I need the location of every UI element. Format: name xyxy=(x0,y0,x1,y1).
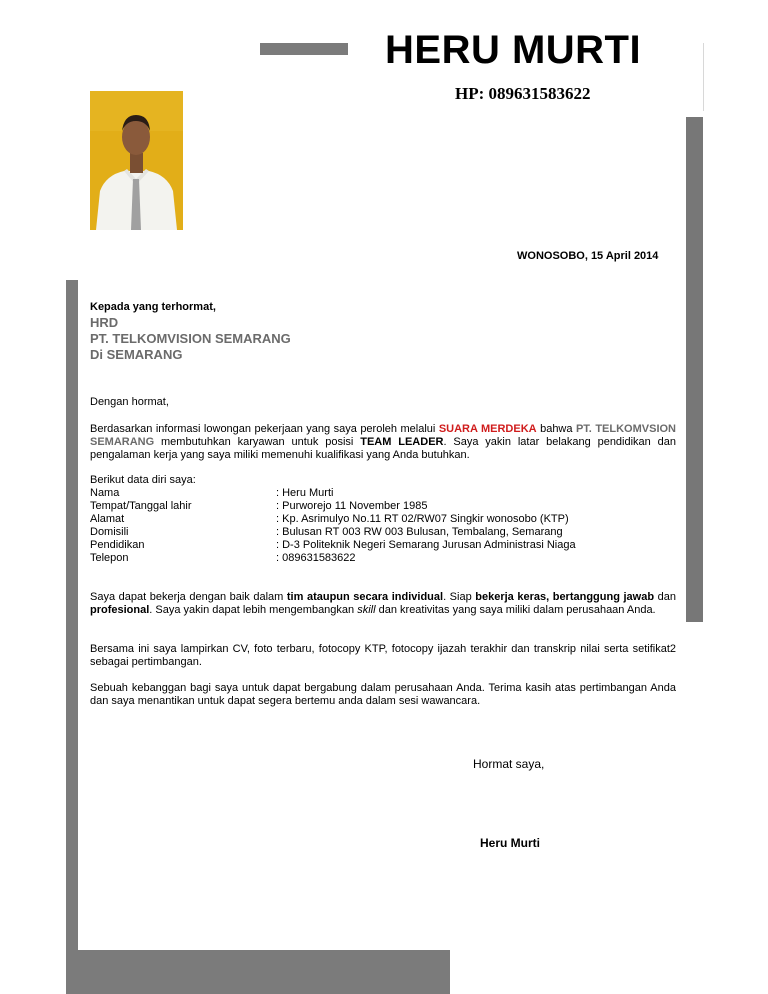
skills-paragraph: Saya dapat bekerja dengan baik dalam tim ataupun secara individual. Siap bekerja keras, bertanggung jawab dan profesional. Saya yakin dapat lebih mengembangkan skill dan kreativitas yang saya miliki dalam perusahaan Anda. xyxy=(90,591,676,616)
data-row: Alamat : Kp. Asrimulyo No.11 RT 02/RW07 Singkir wonosobo (KTP) xyxy=(90,513,569,525)
applicant-photo xyxy=(90,91,183,230)
decorative-bar-top xyxy=(260,43,348,55)
closing-salutation: Hormat saya, xyxy=(473,757,545,771)
data-row: Tempat/Tanggal lahir : Purworejo 11 November 1985 xyxy=(90,500,428,512)
decorative-bar-left xyxy=(66,280,78,950)
attachments-paragraph: Bersama ini saya lampirkan CV, foto terbaru, fotocopy KTP, fotocopy ijazah terakhir dan transkrip nilai serta setifikat2 sebagai pertimbangan. xyxy=(90,643,676,668)
intro-paragraph: Berdasarkan informasi lowongan pekerjaan yang saya peroleh melalui SUARA MERDEKA bahwa PT. TELKOMVSION SEMARANG membutuhkan karyawan untuk posisi TEAM LEADER. Saya yakin latar belakang pendidikan dan pengalaman kerja yang saya miliki memenuhi kualifikasi yang Anda butuhkan. xyxy=(90,423,677,461)
letter-date: WONOSOBO, 15 April 2014 xyxy=(517,250,659,262)
decorative-line-right xyxy=(703,43,704,111)
applicant-phone: HP: 089631583622 xyxy=(455,84,591,103)
recipient-line: Di SEMARANG xyxy=(90,347,183,362)
personal-data-section xyxy=(90,474,676,565)
recipient-line: PT. TELKOMVISION SEMARANG xyxy=(90,331,291,346)
decorative-bar-right xyxy=(686,117,703,622)
closing-paragraph: Sebuah kebanggan bagi saya untuk dapat bergabung dalam perusahaan Anda. Terima kasih atas pertimbangan Anda dan saya menantikan untuk dapat segera bertemu anda dalam sesi wawancara. xyxy=(90,682,676,707)
signature-name: Heru Murti xyxy=(480,836,540,850)
data-row: Domisili : Bulusan RT 003 RW 003 Bulusan, Tembalang, Semarang xyxy=(90,526,563,538)
recipient-block xyxy=(90,300,291,363)
applicant-name: HERU MURTI xyxy=(385,28,642,72)
data-row: Pendidikan : D-3 Politeknik Negeri Semarang Jurusan Administrasi Niaga xyxy=(90,539,576,551)
decorative-bar-bottom xyxy=(66,950,450,994)
recipient-line: HRD xyxy=(90,315,119,330)
salutation: Dengan hormat, xyxy=(90,396,169,408)
data-row: Telepon : 089631583622 xyxy=(90,552,356,564)
data-row: Nama : Heru Murti xyxy=(90,487,334,499)
recipient-greeting: Kepada yang terhormat, xyxy=(90,301,216,313)
personal-data-heading: Berikut data diri saya: xyxy=(90,474,196,486)
